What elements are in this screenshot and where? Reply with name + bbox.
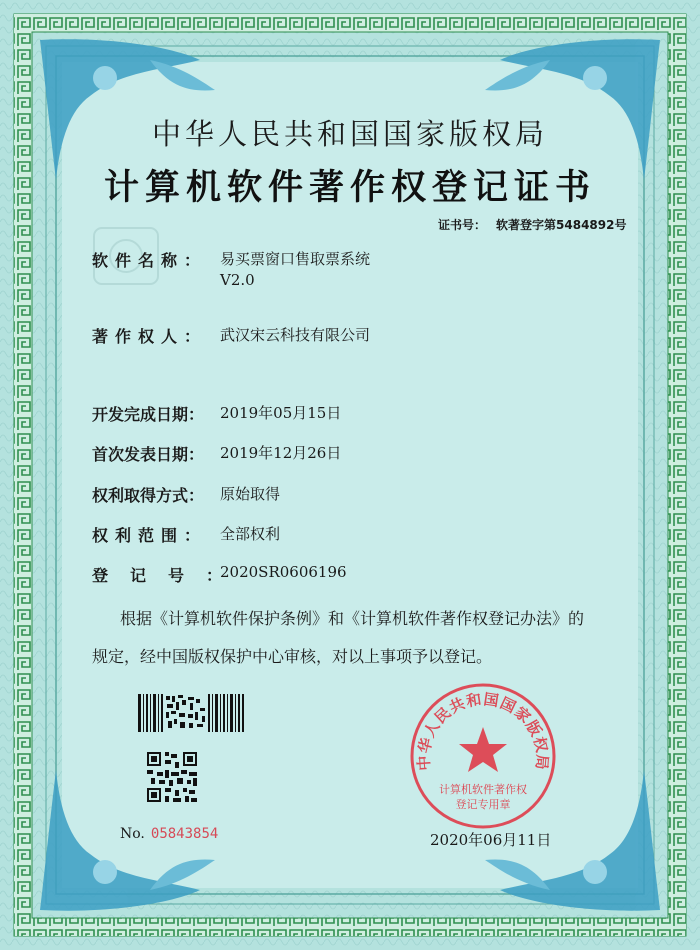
completion-date-value: 2019年05月15日 (220, 404, 342, 422)
barcode (138, 694, 244, 732)
serial-number (120, 826, 218, 842)
software-name-label: 软件名称： (92, 251, 208, 270)
legal-basis (92, 600, 632, 676)
scope-label: 权利范围： (92, 526, 208, 545)
serial-number-value: 05843854 (150, 826, 219, 842)
owner-value: 武汉宋云科技有限公司 (220, 326, 371, 344)
issuing-authority: 中华人民共和国国家版权局 (151, 117, 548, 151)
seal-ring-text: 中华人民共和国国家版权局 (414, 690, 552, 772)
certificate-number-label: 证书号： (438, 218, 487, 232)
software-version-value: V2.0 (220, 271, 255, 289)
seal-center-line-2: 登记专用章 (455, 798, 511, 811)
acquisition-value: 原始取得 (220, 485, 281, 503)
seal-center-line-1: 计算机软件著作权 (439, 783, 527, 796)
publish-date-value: 2019年12月26日 (220, 444, 342, 462)
issue-date: 2020年06月11日 (430, 831, 552, 849)
legal-basis-line-1-text: 根据《计算机软件保护条例》和《计算机软件著作权登记办法》的 (120, 609, 585, 628)
owner-label: 著作权人： (92, 327, 208, 346)
seal-star (459, 727, 507, 772)
registration-label: 登记号： (92, 566, 245, 585)
scope-value: 全部权利 (220, 525, 281, 543)
official-seal (408, 681, 558, 831)
certificate-title: 计算机软件著作权登记证书 (103, 167, 596, 208)
completion-date-label: 开发完成日期： (92, 405, 205, 424)
serial-prefix: No. (120, 826, 145, 842)
acquisition-label: 权利取得方式： (92, 486, 205, 505)
certificate-number-value: 软著登字第5484892号 (496, 218, 627, 232)
publish-date-label: 首次发表日期： (92, 445, 205, 464)
registration-value: 2020SR0606196 (220, 563, 347, 581)
qr-code (147, 752, 197, 802)
software-name-value: 易买票窗口售取票系统 (220, 250, 371, 268)
certificate-number (438, 216, 626, 233)
legal-basis-line-1 (92, 600, 632, 638)
legal-basis-line-2: 规定，经中国版权保护中心审核，对以上事项予以登记。 (92, 647, 493, 666)
